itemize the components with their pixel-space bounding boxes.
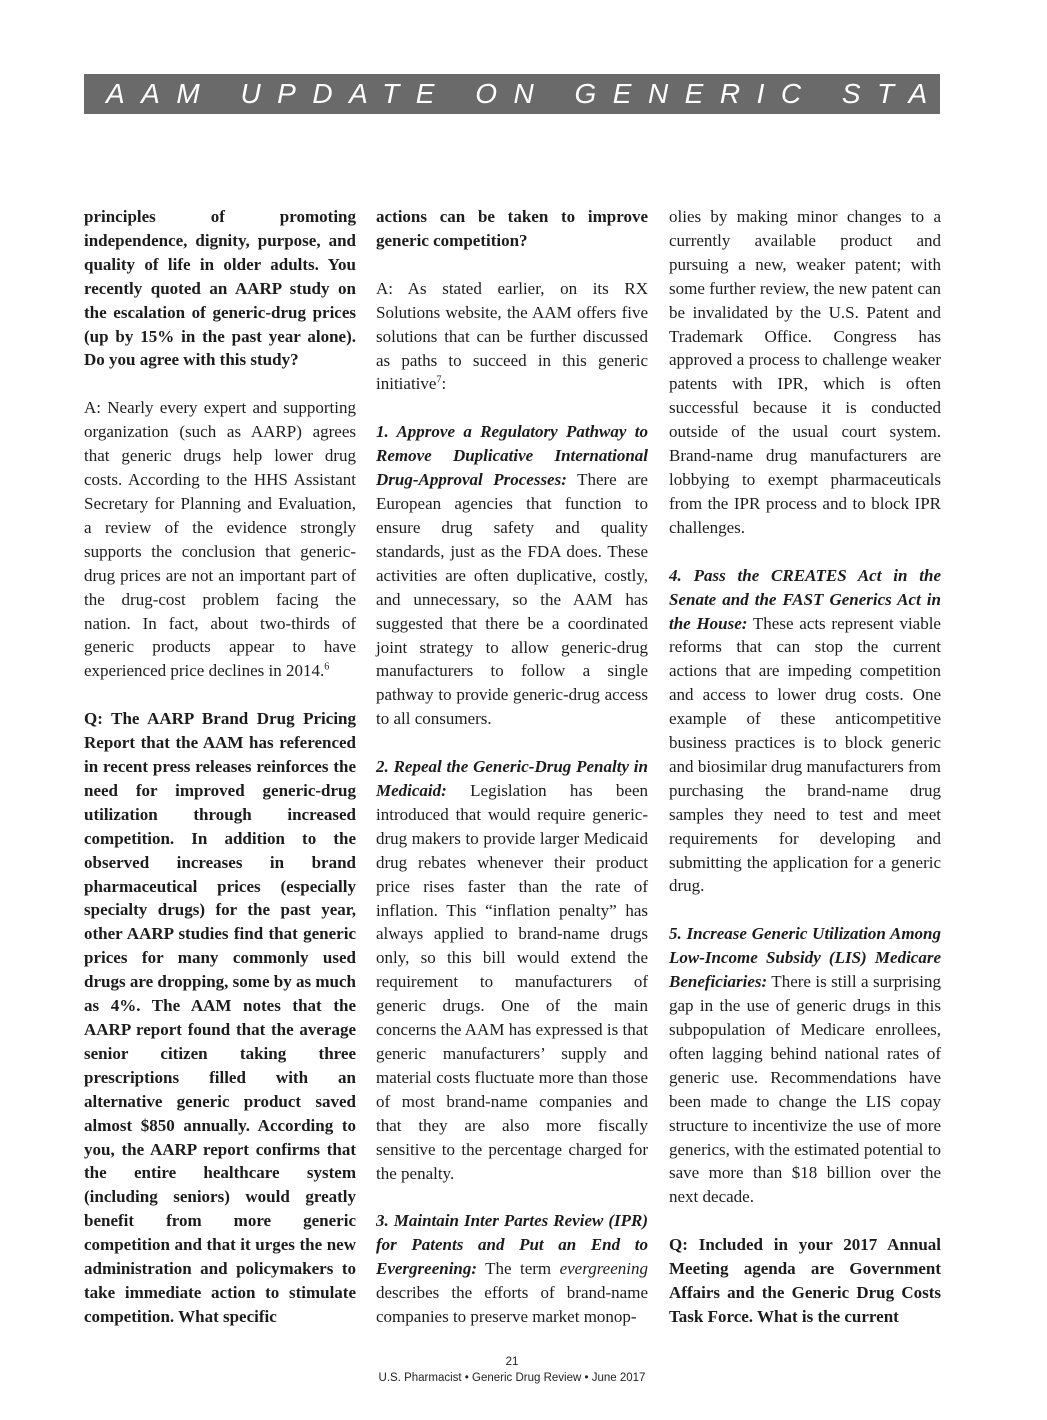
answer-2-intro-text: A: As stated earlier, on its RX Solutions website, the AAM offers five solutions that can be further discussed as paths to succeed in this generic initiative: [376, 278, 648, 394]
solution-2-heading: 2. Repeal the Generic-Drug Penalty in Medicaid:: [376, 757, 648, 801]
column-3: [669, 205, 941, 1353]
question-1: principles of promoting independence, dignity, purpose, and quality of life in older adults. You recently quoted an AARP study on the escalation of generic-drug prices (up by 15% in the past year alone). Do you agree with this study?: [84, 207, 356, 370]
column-2: [376, 205, 648, 1353]
solution-5-body: There is still a surprising gap in the use of generic drugs in this subpopulation of Medicare enrollees, often lagging behind national rates of generic use. Recommendations have been made to change the LIS copay structure to incentivize the use of more generics, with the estimated potential to save more than $18 billion over the next decade.: [669, 972, 941, 1207]
footnote-ref-6: 6: [324, 661, 330, 673]
solution-1-body: There are European agencies that function to ensure drug safety and quality standards, just as the FDA does. These activities are often duplicative, costly, and unnecessary, so the AAM has suggested that there be a coordinated joint strategy to allow generic-drug manufacturers to follow a single pathway to provide generic-drug access to all consumers.: [376, 470, 648, 729]
page-number: 21: [505, 1356, 519, 1368]
question-2: Q: The AARP Brand Drug Pricing Report that the AAM has referenced in recent press releases reinforces the need for improved generic-drug utilization through increased competition. In addition to the observed increases in brand pharmaceutical prices (especially specialty drugs) for the past year, other AARP studies find that generic prices for many commonly used drugs are dropping, some by as much as 4%. The AAM notes that the AARP report found that the average senior citizen taking three prescriptions filled with an alternative generic product saved almost $850 annually. According to you, the AARP report confirms that the entire healthcare system (including seniors) would greatly benefit from more generic competition and that it urges the new administration and policymakers to take immediate action to stimulate competition. What specific: [84, 709, 356, 1326]
answer-1-text: A: Nearly every expert and supporting organization (such as AARP) agrees that generic drugs help lower drug costs. According to the HHS Assistant Secretary for Planning and Evaluation, a review of the evidence strongly supports the conclusion that generic-drug prices are not an important part of the drug-cost problem facing the nation. In fact, about two-thirds of generic products appear to have experienced price declines in 2014.: [84, 398, 356, 681]
solution-3-body-b: describes the efforts of brand-name companies to preserve market monop-: [376, 1283, 648, 1327]
answer-1: [84, 396, 356, 683]
solution-3: [376, 1209, 648, 1329]
footnote-ref-7: 7: [436, 374, 442, 386]
solution-4: [669, 564, 941, 899]
answer-2-intro-colon: :: [441, 374, 447, 394]
solution-5: [669, 922, 941, 1209]
solution-2-body: Legislation has been introduced that would require generic-drug makers to provide larger Medicaid drug rebates whenever their product price rises faster than the rate of inflation. This “inflation penalty” has always applied to brand-name drugs only, so this bill would extend the requirement to manufacturers of generic drugs. One of the main concerns the AAM has expressed is that generic manufacturers’ supply and material costs fluctuate more than those of most brand-name companies and that they are also more fiscally sensitive to the percentage charged for the penalty.: [376, 781, 648, 1183]
section-banner: AAM UPDATE ON GENERIC STATUS: [84, 74, 940, 114]
solution-1: [376, 420, 648, 731]
solution-3-heading: 3. Maintain Inter Partes Review (IPR) for Patents and Put an End to Evergreening:: [376, 1211, 648, 1279]
question-3: Q: Included in your 2017 Annual Meeting agenda are Government Affairs and the Generic Drug Costs Task Force. What is the current: [669, 1235, 941, 1326]
solution-1-heading: 1. Approve a Regulatory Pathway to Remove Duplicative International Drug-Approval Processes:: [376, 422, 648, 490]
solution-4-body: These acts represent viable reforms that can stop the current actions that are impeding competition and access to lower drug costs. One example of these anticompetitive business practices is to block generic and biosimilar drug manufacturers from purchasing the brand-name drug samples they need to test and meet requirements for developing and submitting the application for a generic drug.: [669, 613, 941, 896]
publication-citation: U.S. Pharmacist • Generic Drug Review • June 2017: [378, 1372, 646, 1384]
answer-2-intro: [376, 277, 648, 397]
solution-5-heading: 5. Increase Generic Utilization Among Low-Income Subsidy (LIS) Medicare Beneficiaries:: [669, 924, 941, 992]
question-2-continued: actions can be taken to improve generic competition?: [376, 207, 648, 250]
column-1: [84, 205, 356, 1353]
solution-3-body-a: The term: [477, 1259, 560, 1279]
solution-3-continued: olies by making minor changes to a currently available product and pursuing a new, weaker patent; with some further review, the new patent can be invalidated by the U.S. Patent and Trademark Office. Congress has approved a process to challenge weaker patents with IPR, which is often successful because it is conducted outside of the usual court system. Brand-name drug manufacturers are lobbying to exempt pharmaceuticals from the IPR process and to block IPR challenges.: [669, 207, 941, 537]
solution-4-heading: 4. Pass the CREATES Act in the Senate and the FAST Generics Act in the House:: [669, 565, 941, 633]
solution-3-term: evergreening: [559, 1259, 648, 1279]
solution-2: [376, 755, 648, 1185]
